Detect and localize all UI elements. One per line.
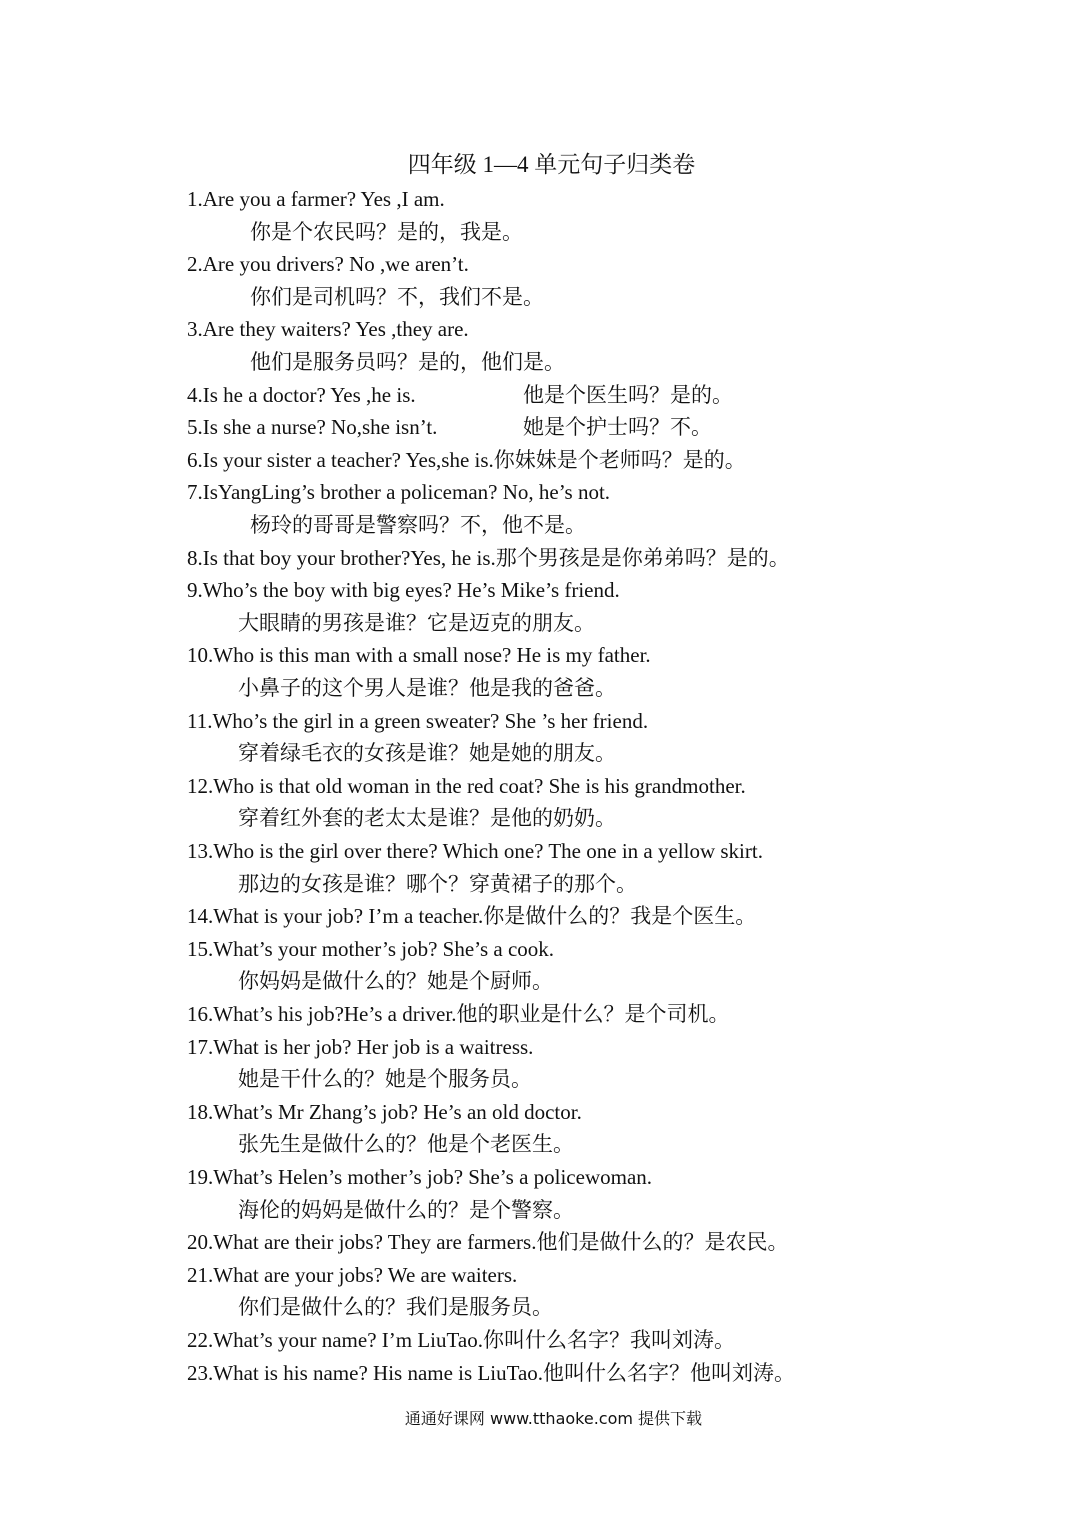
sentence-line (187, 999, 729, 1029)
sentence-english: 6.Is your sister a teacher? Yes,she is. (187, 447, 494, 472)
sentence-line (187, 1358, 795, 1388)
sentence-english-line (187, 477, 610, 507)
sentence-chinese: 你妈妈是做什么的？她是个厨师。 (238, 969, 553, 994)
sentence-chinese: 她是干什么的？她是个服务员。 (238, 1067, 532, 1092)
sentence-chinese: 杨玲的哥哥是警察吗？不，他不是。 (250, 513, 586, 537)
sentence-english-line (187, 706, 648, 736)
sentence-chinese: 他是个医生吗？是的。 (523, 382, 733, 407)
sentence-english: 17.What is her job? Her job is a waitress. (187, 1034, 534, 1059)
sentence-chinese: 他的职业是什么？是个司机。 (456, 1002, 730, 1026)
sentence-english: 5.Is she a nurse? No,she isn’t. (187, 415, 438, 440)
sentence-chinese-line (238, 608, 595, 638)
sentence-chinese: 她是个护士吗？不。 (523, 415, 712, 440)
sentence-english-line (187, 836, 763, 866)
sentence-chinese: 他叫什么名字？他叫刘涛。 (543, 1360, 796, 1385)
sentence-english: 10.Who is this man with a small nose? He is my father. (187, 643, 651, 668)
sentence-english: 18.What’s Mr Zhang’s job? He’s an old doctor. (187, 1099, 582, 1124)
sentence-english: 12.Who is that old woman in the red coat? She is his grandmother. (187, 773, 746, 798)
sentence-chinese-line (523, 412, 712, 442)
sentence-english: 15.What’s your mother’s job? She’s a cook. (187, 936, 555, 961)
sentence-line (187, 901, 756, 931)
sentence-chinese-line (238, 869, 637, 899)
page-title: 四年级 1—4 单元句子归类卷 (407, 152, 696, 177)
sentence-english: 22.What’s your name? I’m LiuTao. (187, 1328, 483, 1352)
sentence-english: 3.Are they waiters? Yes ,they are. (187, 317, 469, 342)
sentence-english: 4.Is he a doctor? Yes ,he is. (187, 382, 416, 407)
sentence-chinese-line (250, 282, 544, 312)
sentence-english-line (187, 1162, 652, 1192)
sentence-chinese-line (250, 217, 523, 247)
sentence-chinese-line (238, 1195, 574, 1225)
sentence-chinese-line (238, 673, 616, 703)
sentence-chinese-line (238, 1292, 553, 1322)
footer-credit: 通通好课网 www.tthaoke.com 提供下载 (404, 1409, 703, 1428)
sentence-english: 7.IsYangLing’s brother a policeman? No, he’s not. (187, 480, 611, 505)
sentence-chinese: 穿着红外套的老太太是谁？是他的奶奶。 (238, 806, 616, 831)
sentence-chinese: 你叫什么名字？我叫刘涛。 (482, 1328, 735, 1352)
sentence-line (187, 380, 416, 410)
sentence-english: 20.What are their jobs? They are farmers. (187, 1230, 537, 1255)
sentence-chinese: 你们是司机吗？不，我们不是。 (250, 284, 544, 309)
sentence-chinese-line (250, 510, 586, 540)
sentence-chinese-line (238, 738, 616, 768)
sentence-english: 1.Are you a farmer? Yes ,I am. (187, 187, 445, 211)
sentence-chinese-line (238, 1064, 532, 1094)
sentence-english-line (187, 314, 469, 344)
sentence-chinese-line (238, 803, 616, 833)
sentence-line (187, 1325, 735, 1355)
sentence-chinese: 你们是做什么的？我们是服务员。 (238, 1295, 553, 1320)
sentence-chinese: 穿着绿毛衣的女孩是谁？她是她的朋友。 (238, 741, 616, 766)
sentence-chinese: 海伦的妈妈是做什么的？是个警察。 (238, 1197, 574, 1222)
sentence-chinese: 那个男孩是是你弟弟吗？是的。 (495, 545, 790, 570)
sentence-line (187, 445, 746, 475)
sentence-line (187, 543, 790, 573)
sentence-chinese-line (238, 966, 553, 996)
sentence-chinese: 那边的女孩是谁？哪个？穿黄裙子的那个。 (238, 871, 637, 896)
sentence-chinese: 小鼻子的这个男人是谁？他是我的爸爸。 (238, 676, 616, 700)
sentence-english: 9.Who’s the boy with big eyes? He’s Mike’s friend. (187, 578, 620, 603)
sentence-line (187, 412, 437, 442)
sentence-english-line (187, 640, 651, 670)
sentence-chinese-line (523, 380, 733, 410)
sentence-chinese: 你是做什么的？我是个医生。 (483, 904, 757, 929)
sentence-english-line (187, 1032, 533, 1062)
sentence-english: 8.Is that boy your brother?Yes, he is. (187, 545, 496, 570)
sentence-english: 2.Are you drivers? No ,we aren’t. (187, 252, 469, 277)
sentence-english-line (187, 771, 746, 801)
sentence-english-line (187, 934, 554, 964)
sentence-chinese-line (250, 347, 565, 377)
sentence-english: 14.What is your job? I’m a teacher. (187, 904, 484, 929)
sentence-english: 21.What are your jobs? We are waiters. (187, 1262, 518, 1287)
sentence-english: 16.What’s his job?He’s a driver. (187, 1002, 457, 1026)
sentence-line (187, 1227, 788, 1257)
sentence-chinese: 你妹妹是个老师吗？是的。 (493, 447, 746, 472)
sentence-english-line (187, 1097, 582, 1127)
sentence-chinese: 张先生是做什么的？他是个老医生。 (238, 1132, 574, 1157)
sentence-english: 13.Who is the girl over there? Which one? The one in a yellow skirt. (187, 839, 763, 863)
sentence-english-line (187, 575, 620, 605)
sentence-english: 19.What’s Helen’s mother’s job? She’s a policewoman. (187, 1165, 653, 1189)
sentence-chinese: 你是个农民吗？是的，我是。 (250, 219, 523, 244)
sentence-english-line (187, 184, 445, 214)
sentence-english-line (187, 249, 469, 279)
sentence-chinese: 大眼睛的男孩是谁？它是迈克的朋友。 (238, 610, 595, 635)
sentence-english: 23.What is his name? His name is LiuTao. (187, 1360, 544, 1385)
sentence-chinese-line (238, 1129, 574, 1159)
sentence-english: 11.Who’s the girl in a green sweater? She ’s her friend. (187, 708, 649, 733)
sentence-chinese: 他们是服务员吗？是的，他们是。 (250, 350, 565, 374)
sentence-chinese: 他们是做什么的？是农民。 (536, 1230, 789, 1255)
sentence-english-line (187, 1260, 517, 1290)
